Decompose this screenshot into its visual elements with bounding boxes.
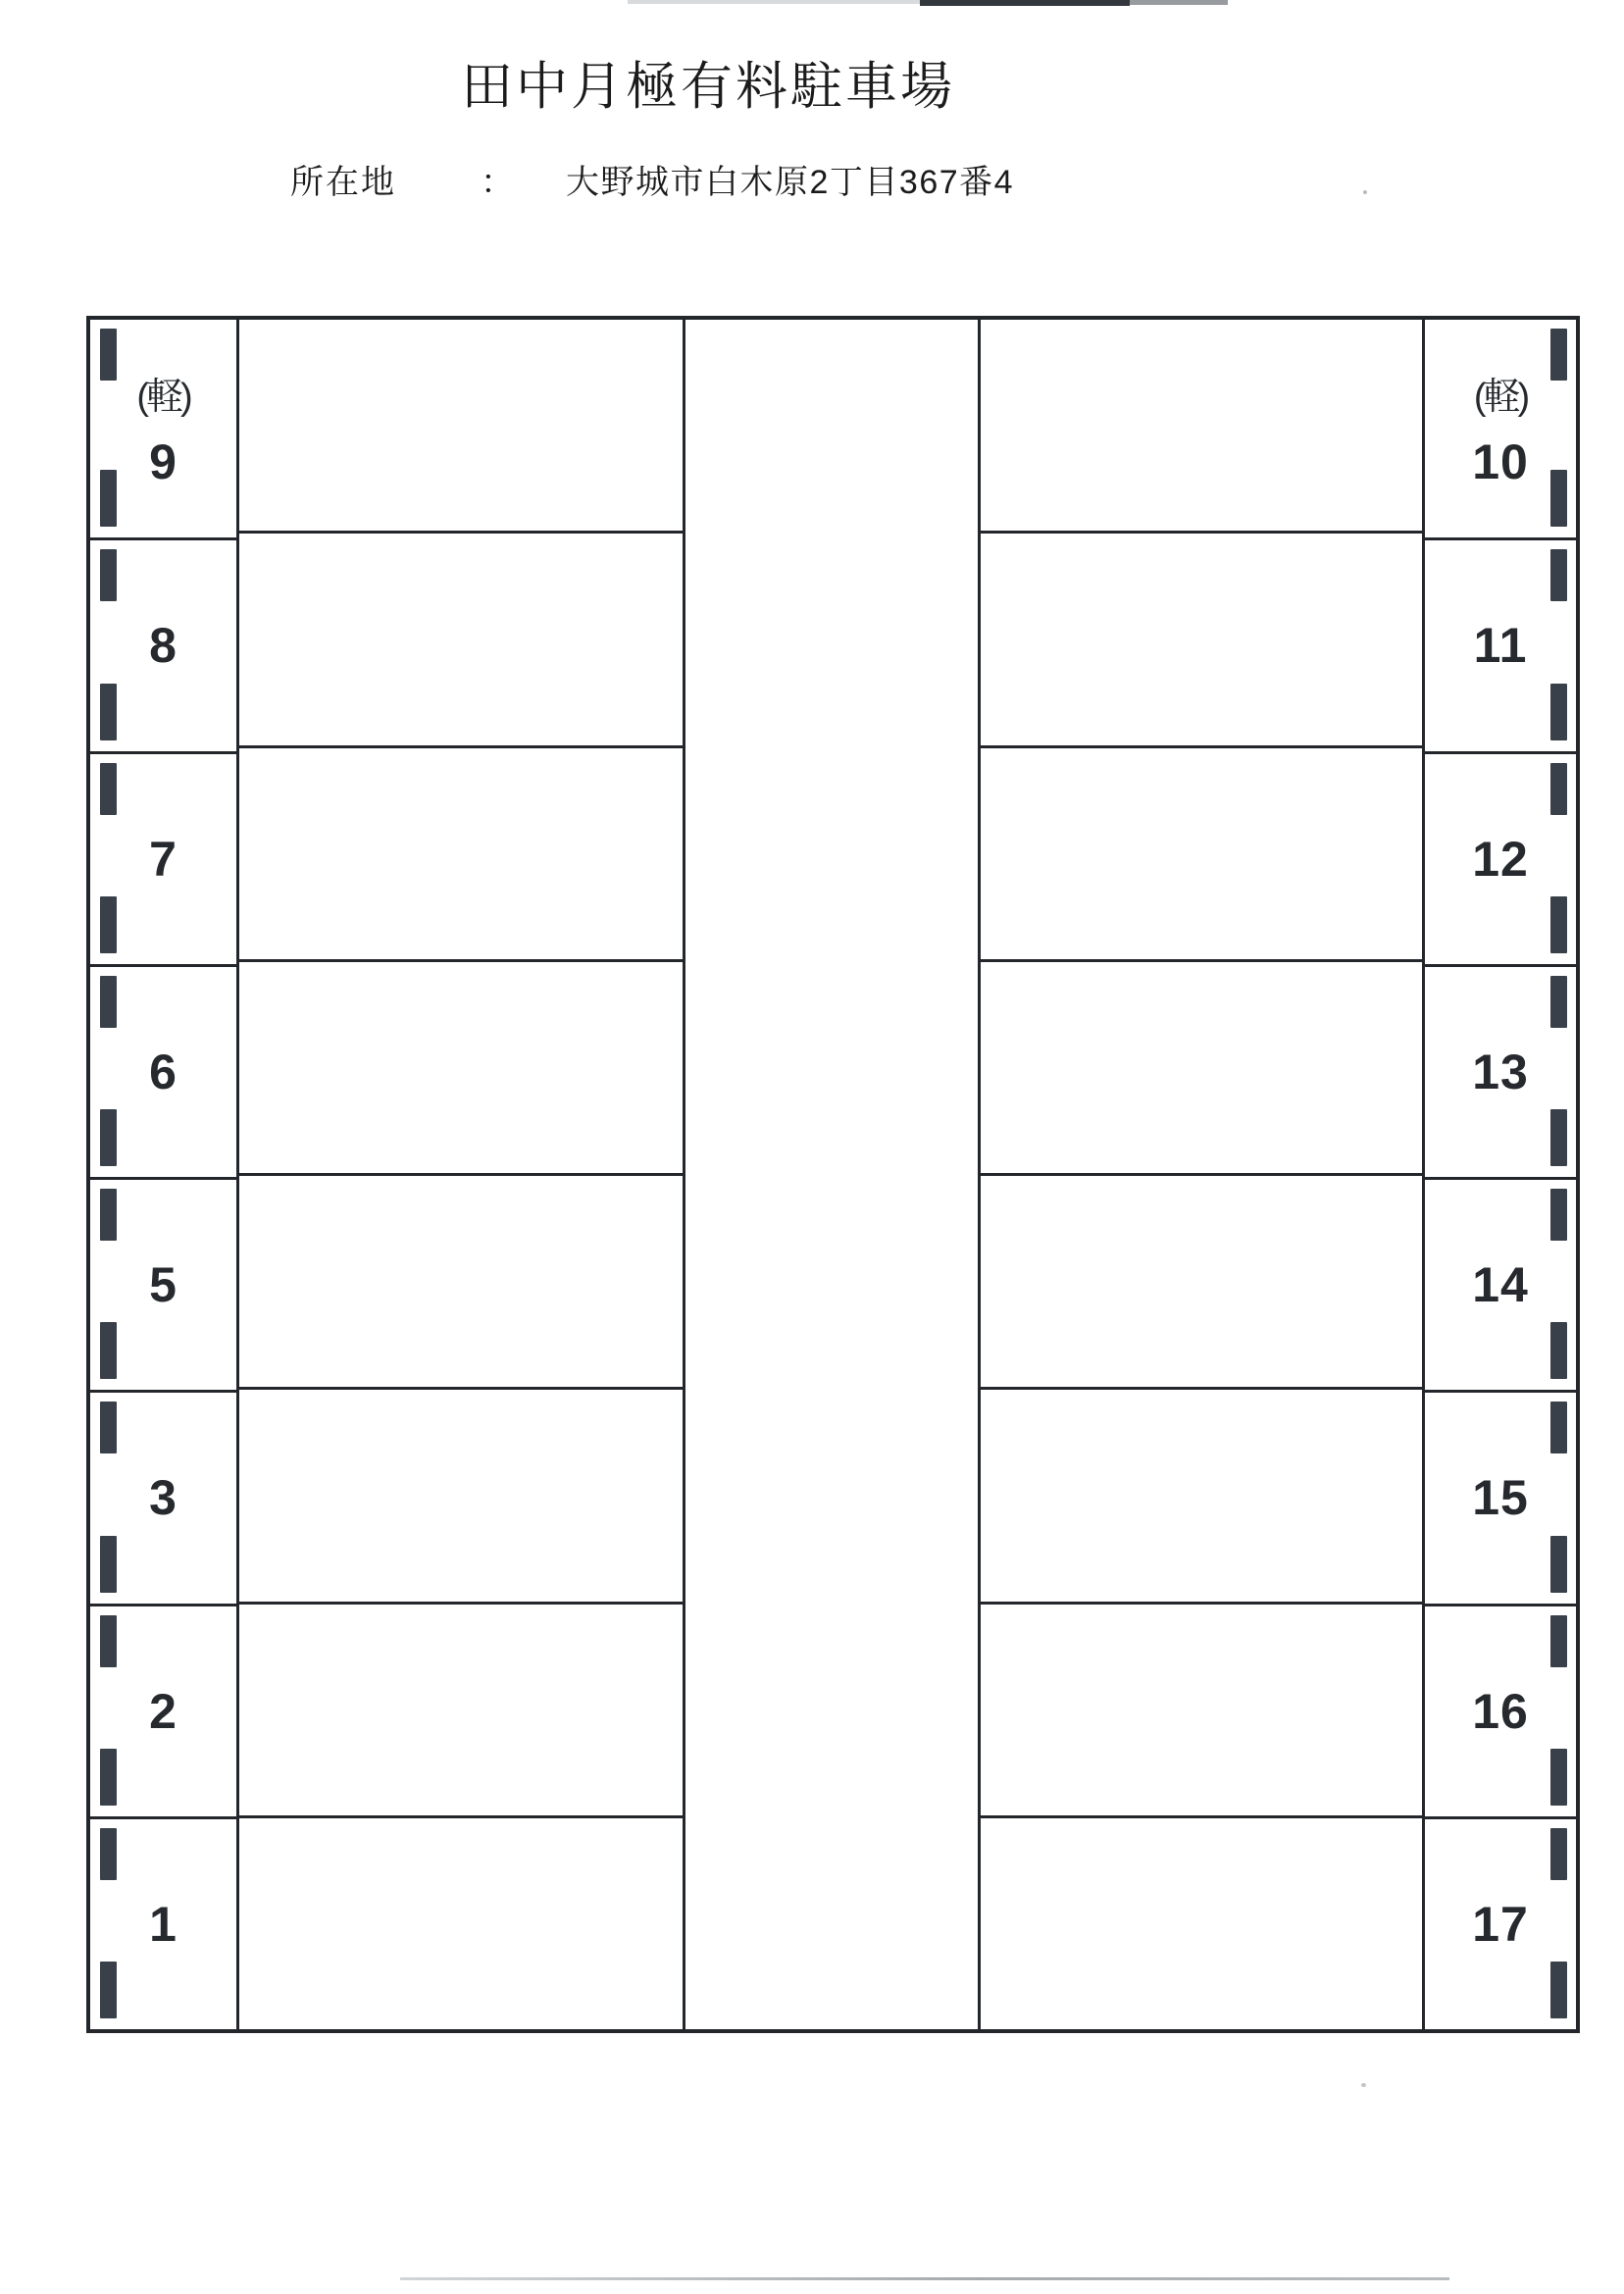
space-marker-bar-bottom: [100, 896, 117, 953]
parking-space-area: [239, 1818, 683, 2029]
space-marker-bar-top: [1550, 1615, 1567, 1667]
space-marker-bar-bottom: [1550, 684, 1567, 740]
space-marker-bar-bottom: [1550, 1536, 1567, 1593]
space-marker-bar-bottom: [1550, 1322, 1567, 1379]
parking-space-cell-7: [90, 754, 236, 967]
address-label: 所在地: [290, 164, 396, 201]
parking-space-area: [981, 1390, 1422, 1604]
parking-space-cell-12: [1425, 754, 1576, 967]
right-space-column: [981, 320, 1425, 2029]
space-marker-bar-top: [100, 329, 117, 381]
kei-vehicle-label: (軽): [1473, 377, 1528, 419]
space-number-label: 6: [149, 1044, 178, 1099]
space-number-label: 7: [149, 831, 178, 887]
parking-space-cell-6: [90, 967, 236, 1180]
parking-space-cell-11: [1425, 540, 1576, 753]
parking-space-cell-5: [90, 1180, 236, 1393]
parking-space-cell-10: [1425, 320, 1576, 540]
space-marker-bar-top: [100, 1402, 117, 1453]
parking-space-cell-16: [1425, 1606, 1576, 1819]
space-number-label: 2: [149, 1683, 178, 1739]
parking-space-area: [981, 962, 1422, 1176]
space-number-label: 8: [149, 618, 178, 674]
space-marker-bar-bottom: [100, 470, 117, 527]
space-marker-bar-bottom: [1550, 896, 1567, 953]
space-number-label: 11: [1473, 618, 1528, 674]
space-marker-bar-top: [1550, 329, 1567, 381]
space-marker-bar-top: [1550, 1189, 1567, 1241]
space-marker-bar-bottom: [100, 1322, 117, 1379]
parking-space-cell-8: [90, 540, 236, 753]
space-number-label: 1: [149, 1896, 178, 1952]
scan-speck: [1363, 190, 1367, 194]
address-value: 大野城市白木原2丁目367番4: [566, 164, 1015, 201]
space-marker-bar-bottom: [1550, 1749, 1567, 1806]
parking-space-cell-9: [90, 320, 236, 540]
parking-space-area: [239, 748, 683, 962]
parking-space-cell-15: [1425, 1393, 1576, 1606]
parking-space-area: [239, 534, 683, 747]
parking-lot-diagram: [86, 316, 1580, 2033]
right-number-column: [1425, 320, 1576, 2029]
space-marker-bar-bottom: [100, 1749, 117, 1806]
space-marker-bar-bottom: [100, 1109, 117, 1166]
address-row: [290, 155, 1014, 203]
space-marker-bar-top: [100, 976, 117, 1028]
space-marker-bar-top: [100, 1828, 117, 1880]
parking-space-area: [239, 1605, 683, 1818]
scan-artifact-top-faint: [628, 0, 922, 4]
address-separator: ：: [481, 164, 515, 201]
scan-artifact-top-mid: [1130, 0, 1228, 5]
page-title: 田中月極有料駐車場: [461, 58, 955, 116]
space-marker-bar-bottom: [100, 684, 117, 740]
space-marker-bar-bottom: [100, 1962, 117, 2018]
parking-space-area: [981, 1176, 1422, 1390]
parking-space-area: [239, 962, 683, 1176]
space-marker-bar-bottom: [1550, 470, 1567, 527]
space-marker-bar-bottom: [100, 1536, 117, 1593]
scan-artifact-bottom-line: [400, 2277, 1449, 2280]
space-number-label: 12: [1472, 831, 1529, 887]
scan-speck: [1361, 2083, 1366, 2087]
space-number-label: 14: [1472, 1257, 1529, 1313]
parking-space-area: [981, 320, 1422, 534]
parking-space-area: [981, 748, 1422, 962]
parking-space-area: [239, 320, 683, 534]
parking-space-cell-14: [1425, 1180, 1576, 1393]
space-marker-bar-top: [100, 549, 117, 601]
space-number-label: 17: [1472, 1896, 1529, 1952]
parking-space-area: [981, 534, 1422, 747]
space-marker-bar-top: [1550, 1828, 1567, 1880]
space-marker-bar-top: [100, 1615, 117, 1667]
space-marker-bar-bottom: [1550, 1962, 1567, 2018]
left-space-column: [239, 320, 685, 2029]
space-number-label: 5: [149, 1257, 178, 1313]
parking-space-area: [981, 1818, 1422, 2029]
space-marker-bar-top: [100, 763, 117, 815]
driveway-aisle: [685, 320, 981, 2029]
space-number-label: 16: [1472, 1683, 1529, 1739]
parking-space-area: [981, 1605, 1422, 1818]
parking-space-cell-13: [1425, 967, 1576, 1180]
space-number-label: 13: [1472, 1044, 1529, 1099]
left-number-column: [90, 320, 239, 2029]
parking-space-area: [239, 1390, 683, 1604]
space-number-label: 15: [1472, 1470, 1529, 1526]
parking-space-area: [239, 1176, 683, 1390]
parking-space-cell-17: [1425, 1819, 1576, 2029]
space-number-label: 10: [1472, 434, 1529, 490]
kei-vehicle-label: (軽): [136, 377, 190, 419]
space-marker-bar-top: [1550, 1402, 1567, 1453]
space-number-label: 3: [149, 1470, 178, 1526]
parking-space-cell-3: [90, 1393, 236, 1606]
space-marker-bar-top: [100, 1189, 117, 1241]
space-marker-bar-top: [1550, 763, 1567, 815]
space-marker-bar-top: [1550, 976, 1567, 1028]
space-marker-bar-bottom: [1550, 1109, 1567, 1166]
parking-space-cell-2: [90, 1606, 236, 1819]
space-marker-bar-top: [1550, 549, 1567, 601]
parking-space-cell-1: [90, 1819, 236, 2029]
space-number-label: 9: [149, 434, 178, 490]
scan-artifact-top-dark: [920, 0, 1130, 6]
